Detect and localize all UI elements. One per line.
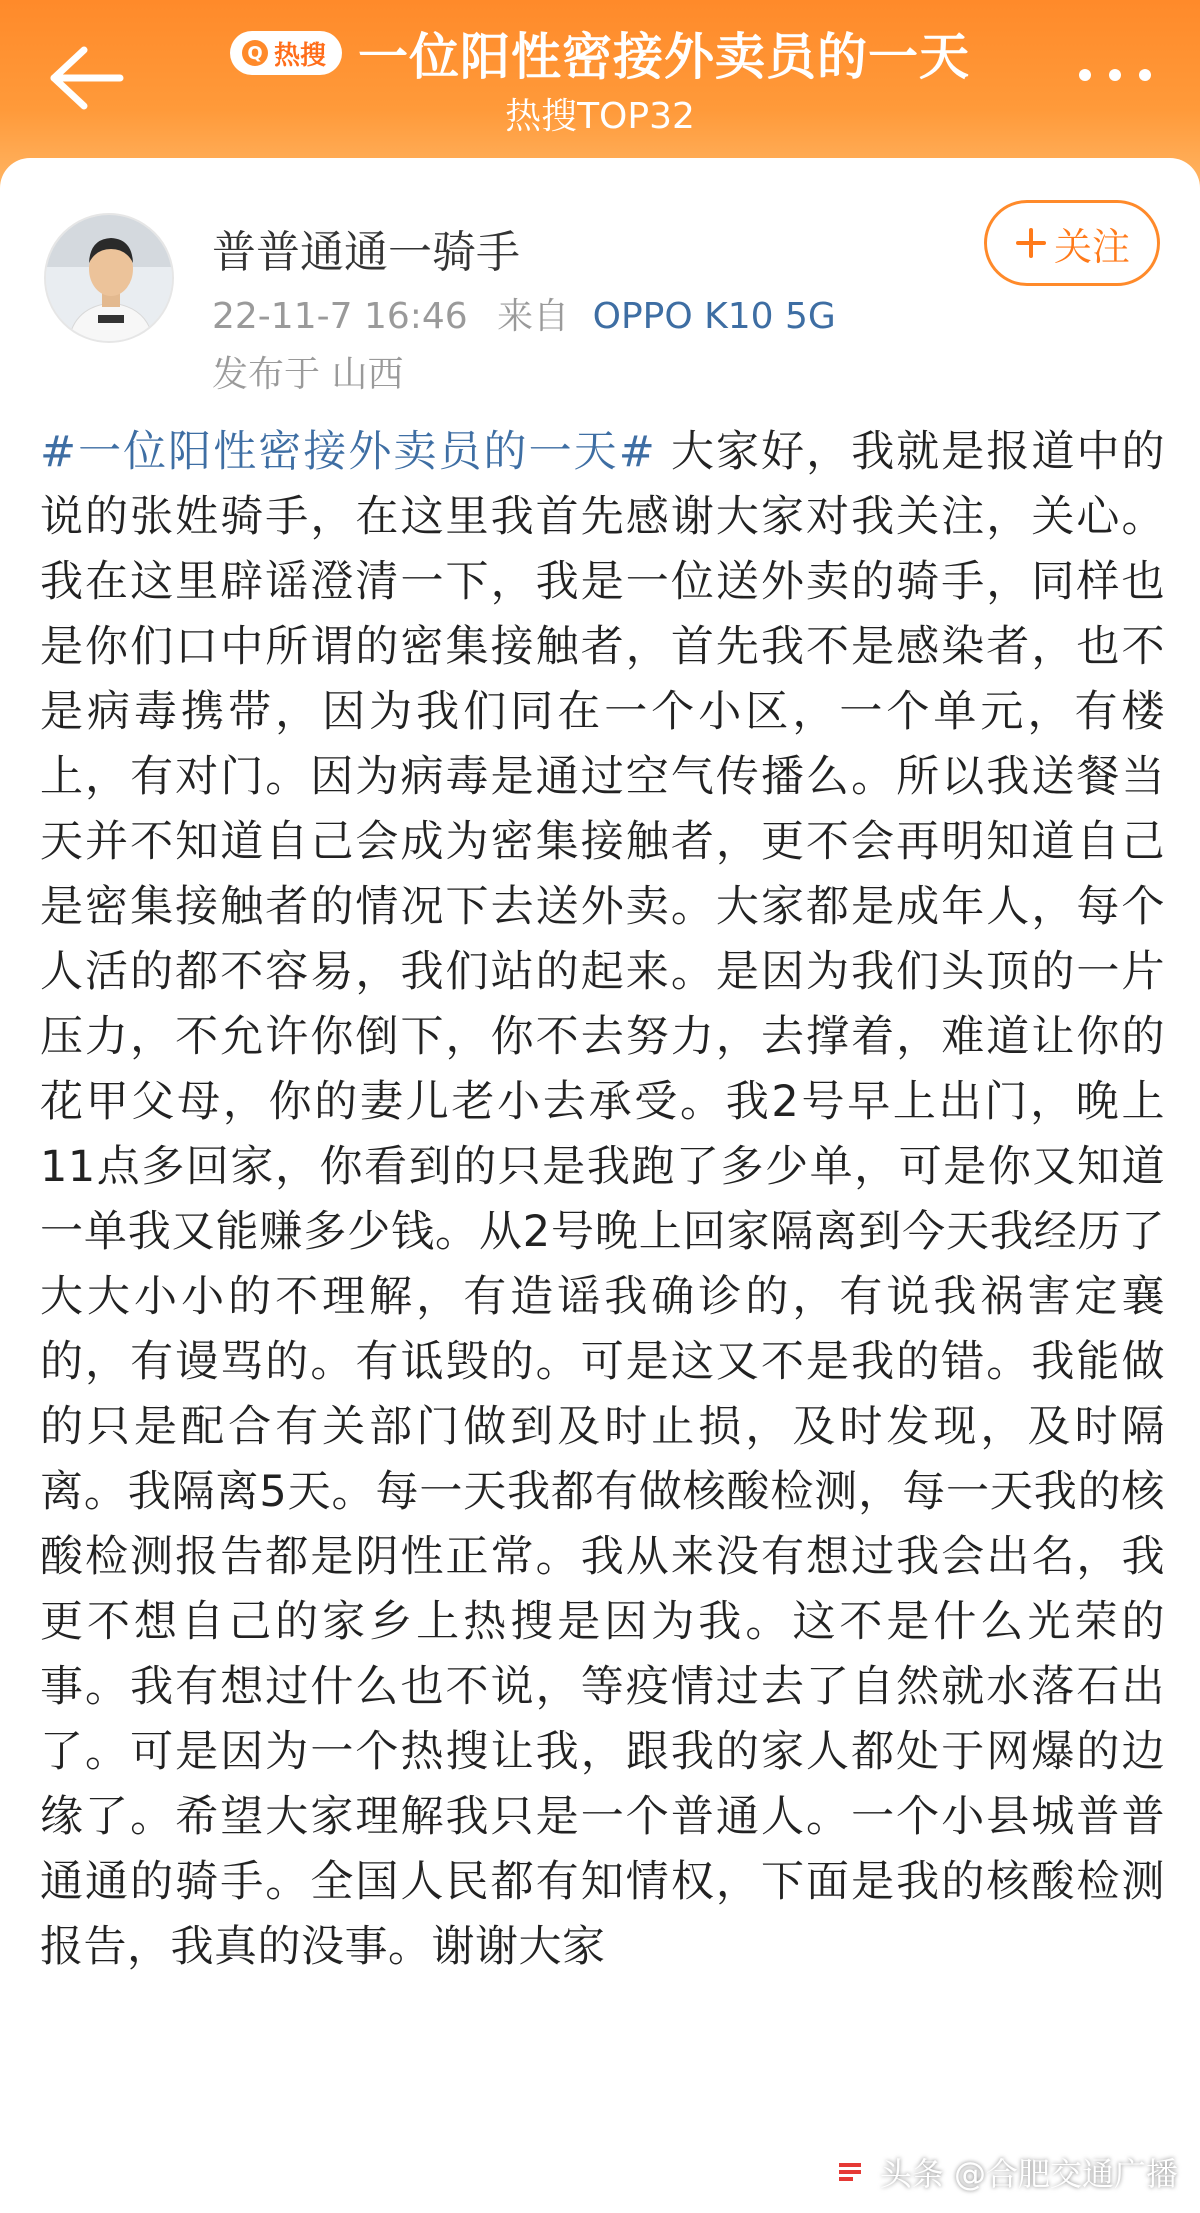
title-row (0, 8, 1200, 98)
post-content (40, 420, 1165, 1980)
post-body: 大家好，我就是报道中的说的张姓骑手，在这里我首先感谢大家对我关注，关心。我在这里辟谣澄清一下，我是一位送外卖的骑手，同样也是你们口中所谓的密集接触者，首先我不是感染者，也不是病毒携带，因为我们同在一个小区，一个单元，有楼上，有对门。因为病毒是通过空气传播么。所以我送餐当天并不知道自己会成为密集接触者，更不会再明知道自己是密集接触者的情况下去送外卖。大家都是成年人，每个人活的都不容易，我们站的起来。是因为我们头顶的一片压力，不允许你倒下，你不去努力，去撑着，难道让你的花甲父母，你的妻儿老小去承受。我2号早上出门，晚上11点多回家，你看到的只是我跑了多少单，可是你又知道一单我又能赚多少钱。从2号晚上回家隔离到今天我经历了大大小小的不理解，有造谣我确诊的，有说我祸害定襄的，有谩骂的。有诋毁的。可是这又不是我的错。我能做的只是配合有关部门做到及时止损，及时发现，及时隔离。我隔离5天。每一天我都有做核酸检测，每一天我的核酸检测报告都是阴性正常。我从来没有想过我会出名，我更不想自己的家乡上热搜是因为我。这不是什么光荣的事。我有想过什么也不说，等疫情过去了自然就水落石出了。可是因为一个热搜让我，跟我的家人都处于网爆的边缘了。希望大家理解我只是一个普通人。一个小县城普普通通的骑手。全国人民都有知情权，下面是我的核酸检测报告，我真的没事。谢谢大家 (40, 427, 1166, 1972)
follow-button[interactable] (984, 200, 1160, 286)
device-link[interactable]: OPPO K10 5G (592, 296, 836, 337)
source-watermark (830, 2149, 1178, 2195)
hot-rank-subtitle: 热搜TOP32 (505, 96, 695, 137)
post-meta (212, 288, 836, 339)
search-icon: Q (242, 40, 268, 66)
avatar[interactable] (44, 213, 174, 343)
watermark-text: 头条 @合肥交通广播 (879, 2155, 1178, 2193)
post-card (0, 158, 1200, 2213)
follow-label: 关注 (1053, 224, 1130, 269)
more-dots-icon (1070, 50, 1160, 100)
post-location: 发布于 山西 (212, 354, 404, 395)
username[interactable]: 普普通通一骑手 (212, 227, 520, 278)
post-time: 22-11-7 16:46 (212, 296, 468, 337)
source-prefix: 来自 (497, 296, 570, 337)
hot-badge-label: 热搜 (273, 40, 326, 71)
more-button[interactable] (1070, 50, 1160, 100)
user-avatar-image (46, 215, 174, 343)
topic-hashtag[interactable]: #一位阳性密接外卖员的一天# (40, 427, 656, 477)
toutiao-logo-icon (830, 2152, 870, 2192)
plus-icon (1014, 226, 1048, 260)
page-title: 一位阳性密接外卖员的一天 (358, 28, 970, 86)
hot-search-badge[interactable] (230, 31, 342, 75)
